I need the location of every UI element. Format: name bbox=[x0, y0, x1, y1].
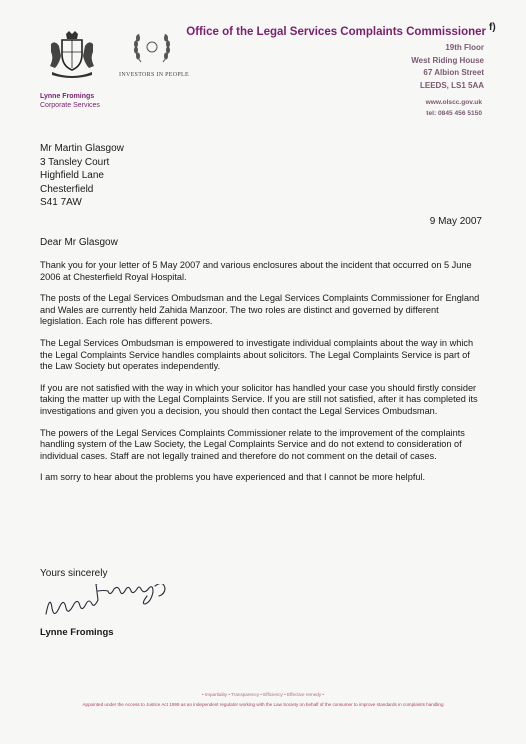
recipient-line: S41 7AW bbox=[40, 197, 82, 208]
body-paragraph: The Legal Services Ombudsman is empowered to investigate individual complaints about the way in which the Legal Complaints Service handles complaints about solicitors. The Legal Complaints Service is part of the Law Society but operates independently. bbox=[40, 337, 474, 372]
closing: Yours sincerely bbox=[40, 568, 108, 579]
royal-coat-of-arms-icon bbox=[46, 30, 98, 78]
salutation: Dear Mr Glasgow bbox=[40, 237, 118, 248]
investors-in-people-label: INVESTORS IN PEOPLE bbox=[119, 72, 189, 78]
letter-body bbox=[40, 260, 480, 494]
recipient-line: 3 Tansley Court bbox=[40, 156, 110, 168]
body-paragraph: The posts of the Legal Services Ombudsman and the Legal Services Complaints Commissioner for England and Wales are currently held Zahida Manzoor. The two roles are distinct and governed by different legislation. Each role has different powers. bbox=[40, 293, 480, 327]
sender-name: Lynne Fromings bbox=[40, 93, 95, 100]
signature-name: Lynne Fromings bbox=[40, 627, 114, 638]
sender-block bbox=[40, 93, 100, 110]
sender-role: Corporate Services bbox=[40, 101, 100, 109]
recipient-line: Chesterfield bbox=[40, 183, 94, 195]
body-paragraph: Thank you for your letter of 5 May 2007 and various enclosures about the incident that occurred on 5 June 2006 at Chesterfield Royal Hospital. bbox=[40, 260, 472, 282]
office-address bbox=[411, 42, 484, 92]
letter-date: 9 May 2007 bbox=[429, 216, 482, 227]
office-title: Office of the Legal Services Complaints Commissioner bbox=[186, 26, 486, 38]
body-paragraph: I am sorry to hear about the problems you have experienced and that I cannot be more helpful. bbox=[40, 472, 426, 483]
body-paragraph: The powers of the Legal Services Complaints Commissioner relate to the improvement of the complaints handling system of the Law Society, the Legal Complaints Service and do not extend to consideration of individual cases. Staff are not legally trained and therefore do not comment on the detail of cases. bbox=[40, 427, 465, 461]
recipient-address bbox=[40, 142, 124, 210]
address-line: LEEDS, LS1 5AA bbox=[419, 80, 484, 90]
page-mark: f) bbox=[489, 22, 496, 33]
address-line: 67 Albion Street bbox=[423, 68, 484, 77]
address-line: 19th Floor bbox=[445, 43, 484, 52]
footer-values: • Impartiality • Transparency • Efficiency • Effective remedy • bbox=[202, 692, 324, 697]
footer-legal: Appointed under the Access to Justice Act 1999 as an independent regulator working with the Law Society on behalf of the consumer to improve standards in complaints handling bbox=[82, 702, 444, 707]
recipient-line: Mr Martin Glasgow bbox=[40, 143, 124, 154]
recipient-line: Highfield Lane bbox=[40, 170, 104, 181]
contact-block bbox=[426, 97, 482, 119]
telephone: tel: 0845 456 5150 bbox=[426, 110, 482, 117]
address-line: West Riding House bbox=[411, 55, 484, 65]
investors-in-people-icon bbox=[127, 28, 177, 70]
body-paragraph: If you are not satisfied with the way in which your solicitor has handled your case you should firstly consider taking the matter up with the Legal Complaints Service. If you are still not satisfied, after it has completed its investigations and given you a decision, you should then contact the Legal Services Ombudsman. bbox=[40, 382, 478, 416]
website-link[interactable]: www.olscc.gov.uk bbox=[425, 99, 482, 106]
handwritten-signature bbox=[38, 584, 238, 628]
